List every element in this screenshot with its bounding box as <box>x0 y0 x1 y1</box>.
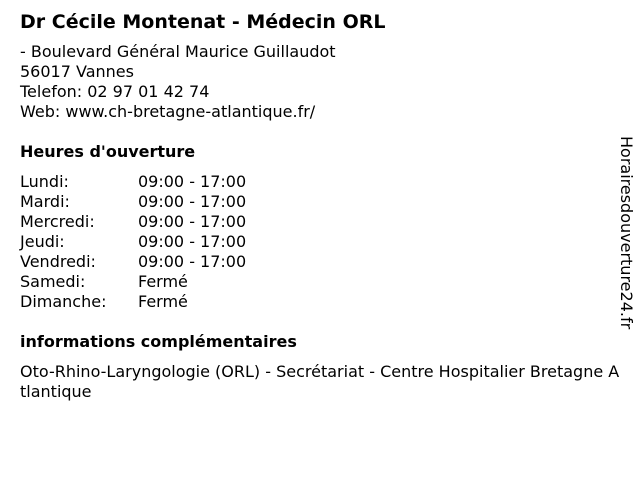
day-label: Lundi: <box>20 172 69 191</box>
hours-row-tuesday <box>20 192 610 212</box>
day-hours: 09:00 - 17:00 <box>138 232 247 251</box>
hours-row-sunday <box>20 292 610 312</box>
street-address: - Boulevard Général Maurice Guillaudot <box>20 42 336 61</box>
site-watermark: Horairesdouverture24.fr <box>617 136 636 330</box>
hours-row-wednesday <box>20 212 610 232</box>
day-label: Vendredi: <box>20 252 96 271</box>
business-card <box>20 8 620 402</box>
day-label: Samedi: <box>20 272 86 291</box>
day-hours: 09:00 - 17:00 <box>138 192 247 211</box>
opening-hours-heading: Heures d'ouverture <box>20 142 196 161</box>
day-hours: Fermé <box>138 292 188 311</box>
day-label: Mardi: <box>20 192 70 211</box>
address-block <box>20 42 610 122</box>
additional-info-text: Oto-Rhino-Laryngologie (ORL) - Secrétariat - Centre Hospitalier Bretagne Atlantique <box>20 362 620 401</box>
city-address: 56017 Vannes <box>20 62 134 81</box>
hours-row-thursday <box>20 232 610 252</box>
hours-row-monday <box>20 172 610 192</box>
day-hours: Fermé <box>138 272 188 291</box>
hours-row-saturday <box>20 272 610 292</box>
day-label: Jeudi: <box>20 232 65 251</box>
hours-row-friday <box>20 252 610 272</box>
day-label: Mercredi: <box>20 212 95 231</box>
phone-number: Telefon: 02 97 01 42 74 <box>20 82 210 101</box>
day-hours: 09:00 - 17:00 <box>138 172 247 191</box>
day-label: Dimanche: <box>20 292 107 311</box>
page-title: Dr Cécile Montenat - Médecin ORL <box>20 11 386 33</box>
day-hours: 09:00 - 17:00 <box>138 212 247 231</box>
additional-info-heading: informations complémentaires <box>20 332 297 351</box>
day-hours: 09:00 - 17:00 <box>138 252 247 271</box>
website-link: Web: www.ch-bretagne-atlantique.fr/ <box>20 102 316 121</box>
opening-hours-table <box>20 172 610 312</box>
